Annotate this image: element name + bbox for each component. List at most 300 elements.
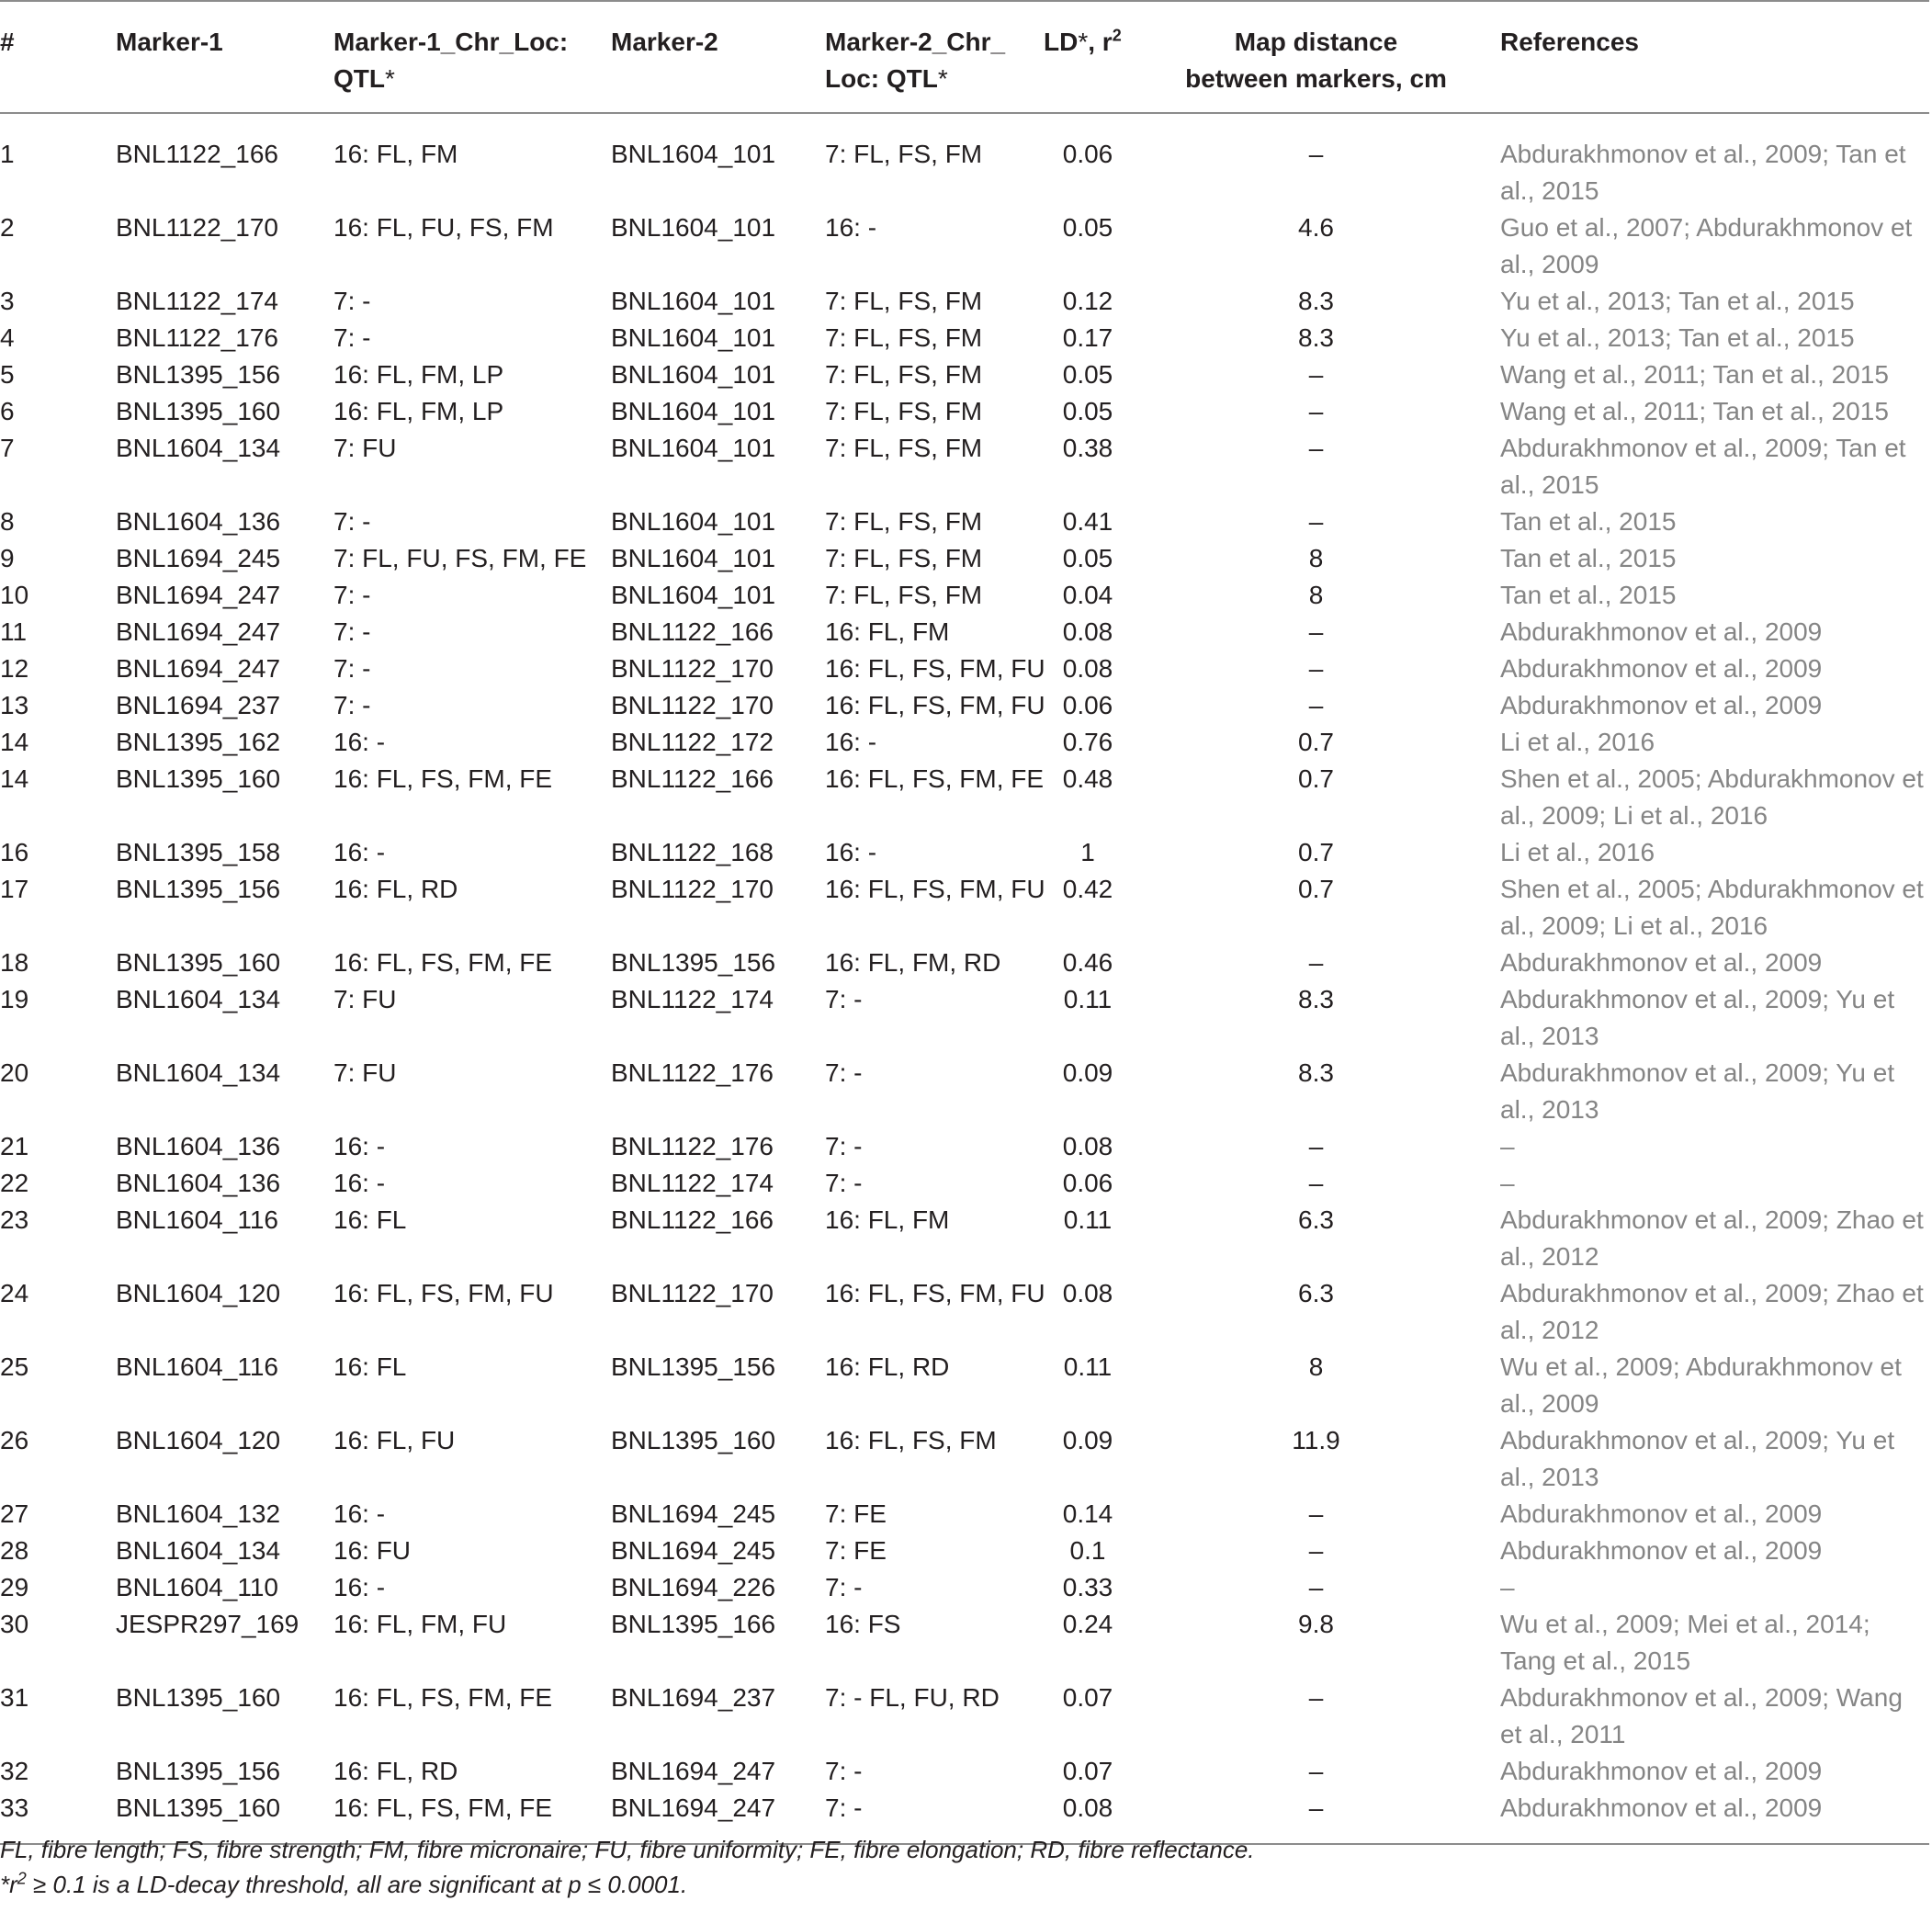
cell-references: – <box>1500 1132 1515 1160</box>
cell-marker-1-qtl: 16: FL, FU <box>333 1426 456 1454</box>
cell-marker-2-qtl: 16: - <box>825 728 877 756</box>
cell-references: Abdurakhmonov et al., 2009; Yu et al., 2013 <box>1500 1426 1895 1491</box>
cell-marker-2-qtl: 7: FL, FS, FM <box>825 507 983 536</box>
table-row <box>0 113 1929 209</box>
cell-marker-2-qtl: 7: FE <box>825 1499 887 1528</box>
cell-ld: 0.08 <box>1062 654 1113 683</box>
table-row <box>0 651 1929 687</box>
cell-marker-2: BNL1604_101 <box>611 287 776 315</box>
footnote-abbreviations: FL, fibre length; FS, fibre strength; FM, fibre micronaire; FU, fibre uniformity; FE, fibre elongation; RD, fibre reflectance. <box>0 1836 1255 1863</box>
cell-marker-1: BNL1604_134 <box>116 1536 281 1565</box>
cell-marker-2: BNL1122_168 <box>611 838 774 866</box>
cell-marker-1-qtl: 16: - <box>333 838 386 866</box>
cell-marker-1-qtl: 16: FL, RD <box>333 875 458 903</box>
table-row <box>0 981 1929 1055</box>
table-row <box>0 834 1929 871</box>
cell-map-distance: – <box>1308 360 1324 389</box>
cell-marker-1: BNL1694_245 <box>116 544 281 572</box>
cell-marker-2-qtl: 7: FL, FS, FM <box>825 323 983 352</box>
cell-ld: 0.06 <box>1062 691 1113 719</box>
cell-marker-1: BNL1395_160 <box>116 397 281 425</box>
cell-marker-1: BNL1395_160 <box>116 764 281 793</box>
cell-marker-2-qtl: 16: FL, RD <box>825 1352 950 1381</box>
cell-number: 21 <box>0 1132 29 1160</box>
cell-references: – <box>1500 1573 1515 1601</box>
cell-map-distance: – <box>1308 691 1324 719</box>
cell-marker-1-qtl: 16: FL <box>333 1205 407 1234</box>
cell-number: 7 <box>0 434 15 462</box>
cell-marker-1-qtl: 7: FU <box>333 434 397 462</box>
cell-marker-1-qtl: 16: FL, FS, FM, FE <box>333 948 553 977</box>
cell-map-distance: – <box>1308 1573 1324 1601</box>
cell-marker-1: BNL1694_247 <box>116 581 281 609</box>
cell-marker-1-qtl: 16: FU <box>333 1536 412 1565</box>
cell-marker-1-qtl: 7: - <box>333 581 371 609</box>
table-row <box>0 356 1929 393</box>
cell-map-distance: 8.3 <box>1298 985 1334 1013</box>
cell-number: 14 <box>0 728 29 756</box>
cell-marker-2: BNL1604_101 <box>611 140 776 168</box>
cell-marker-1: BNL1395_160 <box>116 948 281 977</box>
cell-map-distance: – <box>1308 434 1324 462</box>
cell-marker-1-qtl: 7: FU <box>333 985 397 1013</box>
cell-references: Tan et al., 2015 <box>1500 507 1677 536</box>
cell-marker-1-qtl: 16: - <box>333 1499 386 1528</box>
cell-ld: 1 <box>1080 838 1095 866</box>
cell-number: 14 <box>0 764 29 793</box>
table-row <box>0 1202 1929 1275</box>
cell-ld: 0.04 <box>1062 581 1113 609</box>
cell-marker-1: BNL1395_158 <box>116 838 281 866</box>
cell-number: 33 <box>0 1790 116 1844</box>
cell-map-distance: – <box>1132 1790 1500 1844</box>
cell-marker-1: BNL1395_156 <box>116 1757 281 1785</box>
cell-marker-2-qtl: 16: FL, FS, FM, FU <box>825 691 1045 719</box>
cell-number: 3 <box>0 287 15 315</box>
table-row <box>0 209 1929 283</box>
cell-marker-2-qtl: 7: FL, FS, FM <box>825 397 983 425</box>
cell-marker-2: BNL1604_101 <box>611 507 776 536</box>
cell-marker-1: BNL1604_120 <box>116 1426 281 1454</box>
cell-marker-1: BNL1694_237 <box>116 691 281 719</box>
cell-ld: 0.76 <box>1062 728 1113 756</box>
cell-map-distance: 8.3 <box>1298 1058 1334 1087</box>
cell-number: 28 <box>0 1536 29 1565</box>
cell-marker-1-qtl: 16: FL <box>333 1352 407 1381</box>
cell-marker-2: BNL1122_174 <box>611 1169 774 1197</box>
cell-marker-2: BNL1122_170 <box>611 1279 774 1307</box>
cell-marker-2-qtl: 7: - <box>825 1573 863 1601</box>
cell-marker-2: BNL1604_101 <box>611 213 776 242</box>
cell-marker-2: BNL1694_245 <box>611 1536 776 1565</box>
cell-marker-1: BNL1395_162 <box>116 728 281 756</box>
cell-marker-2: BNL1395_160 <box>611 1426 776 1454</box>
header-ld: LD*, $r^2$ <box>1044 1 1132 113</box>
table-row <box>0 871 1929 945</box>
cell-marker-1-qtl: 16: FL, FS, FM, FE <box>333 764 553 793</box>
cell-marker-1: BNL1604_136 <box>116 507 281 536</box>
cell-marker-2-qtl: 7: FE <box>825 1536 887 1565</box>
cell-references: Shen et al., 2005; Abdurakhmonov et al., 2009; Li et al., 2016 <box>1500 764 1924 830</box>
cell-marker-2: BNL1604_101 <box>611 323 776 352</box>
cell-references: Tan et al., 2015 <box>1500 581 1677 609</box>
cell-ld: 0.24 <box>1062 1610 1113 1638</box>
table-row <box>0 1533 1929 1569</box>
cell-map-distance: – <box>1308 507 1324 536</box>
cell-marker-1-qtl: 16: FL, FS, FM, FE <box>333 1790 611 1844</box>
cell-marker-2: BNL1122_176 <box>611 1132 774 1160</box>
cell-marker-1-qtl: 16: FL, RD <box>333 1757 458 1785</box>
cell-marker-2-qtl: 7: - <box>825 1790 1044 1844</box>
table-row <box>0 1275 1929 1349</box>
cell-references: Wu et al., 2009; Mei et al., 2014; Tang et al., 2015 <box>1500 1610 1870 1675</box>
cell-references: Abdurakhmonov et al., 2009; Tan et al., 2015 <box>1500 434 1906 499</box>
cell-marker-2: BNL1604_101 <box>611 544 776 572</box>
cell-number: 27 <box>0 1499 29 1528</box>
cell-marker-1: BNL1604_134 <box>116 434 281 462</box>
cell-references: Abdurakhmonov et al., 2009 <box>1500 1536 1823 1565</box>
cell-ld: 0.14 <box>1062 1499 1113 1528</box>
header-number: # <box>0 1 116 113</box>
cell-ld: 0.17 <box>1062 323 1113 352</box>
table-row <box>0 577 1929 614</box>
cell-references: Abdurakhmonov et al., 2009 <box>1500 691 1823 719</box>
cell-marker-1: BNL1395_156 <box>116 875 281 903</box>
cell-marker-2-qtl: 16: - <box>825 838 877 866</box>
cell-marker-2-qtl: 16: FL, FM <box>825 617 950 646</box>
table-row <box>0 1422 1929 1496</box>
cell-marker-1: BNL1604_134 <box>116 1058 281 1087</box>
cell-map-distance: 0.7 <box>1298 728 1334 756</box>
cell-ld: 0.08 <box>1062 617 1113 646</box>
cell-map-distance: 8.3 <box>1298 323 1334 352</box>
cell-marker-2-qtl: 16: FL, FS, FM, FU <box>825 875 1045 903</box>
header-marker-1: Marker-1 <box>116 1 333 113</box>
cell-map-distance: – <box>1308 1757 1324 1785</box>
cell-marker-2: BNL1694_245 <box>611 1499 776 1528</box>
cell-marker-2: BNL1122_176 <box>611 1058 774 1087</box>
cell-marker-1: BNL1122_176 <box>116 323 278 352</box>
cell-marker-1: BNL1604_136 <box>116 1132 281 1160</box>
cell-marker-2: BNL1604_101 <box>611 397 776 425</box>
cell-number: 23 <box>0 1205 29 1234</box>
cell-map-distance: – <box>1308 140 1324 168</box>
cell-marker-2: BNL1395_156 <box>611 948 776 977</box>
cell-map-distance: 6.3 <box>1298 1205 1334 1234</box>
cell-marker-2: BNL1122_170 <box>611 875 774 903</box>
cell-number: 2 <box>0 213 15 242</box>
cell-marker-2: BNL1694_247 <box>611 1790 825 1844</box>
header-marker-2: Marker-2 <box>611 1 825 113</box>
cell-references: Abdurakhmonov et al., 2009 <box>1500 654 1823 683</box>
header-row <box>0 1 1929 113</box>
table-row <box>0 1055 1929 1128</box>
cell-ld: 0.05 <box>1062 397 1113 425</box>
cell-marker-2: BNL1122_174 <box>611 985 774 1013</box>
cell-number: 31 <box>0 1683 29 1712</box>
cell-marker-2-qtl: 7: - <box>825 1757 863 1785</box>
cell-ld: 0.42 <box>1062 875 1113 903</box>
cell-marker-2: BNL1122_166 <box>611 764 774 793</box>
table-row <box>0 1606 1929 1680</box>
table-row <box>0 945 1929 981</box>
cell-ld: 0.09 <box>1062 1058 1113 1087</box>
header-marker-1-location: Marker-1_Chr_Loc: QTL* <box>333 1 611 113</box>
cell-number: 6 <box>0 397 15 425</box>
cell-map-distance: 8 <box>1308 581 1324 609</box>
cell-marker-1-qtl: 16: - <box>333 1132 386 1160</box>
cell-map-distance: – <box>1308 1132 1324 1160</box>
cell-references: Li et al., 2016 <box>1500 838 1655 866</box>
cell-marker-2-qtl: 7: - FL, FU, RD <box>825 1683 1000 1712</box>
cell-marker-2-qtl: 16: FL, FM, RD <box>825 948 1001 977</box>
cell-marker-1-qtl: 16: FL, FM <box>333 140 458 168</box>
cell-references: Abdurakhmonov et al., 2009 <box>1500 948 1823 977</box>
cell-map-distance: 11.9 <box>1292 1426 1340 1454</box>
cell-marker-1-qtl: 16: - <box>333 1169 386 1197</box>
cell-references: Abdurakhmonov et al., 2009; Tan et al., 2015 <box>1500 140 1906 205</box>
cell-ld: 0.05 <box>1062 213 1113 242</box>
cell-marker-1-qtl: 7: - <box>333 654 371 683</box>
cell-number: 20 <box>0 1058 29 1087</box>
cell-number: 25 <box>0 1352 29 1381</box>
cell-ld: 0.12 <box>1062 287 1113 315</box>
table-row <box>0 320 1929 356</box>
cell-marker-1: BNL1604_136 <box>116 1169 281 1197</box>
table-row <box>0 761 1929 834</box>
cell-marker-1: BNL1604_116 <box>116 1352 278 1381</box>
cell-references: Wu et al., 2009; Abdurakhmonov et al., 2009 <box>1500 1352 1902 1418</box>
cell-number: 4 <box>0 323 15 352</box>
cell-marker-1-qtl: 7: - <box>333 617 371 646</box>
cell-marker-1: BNL1604_120 <box>116 1279 281 1307</box>
cell-references: Abdurakhmonov et al., 2009 <box>1500 1757 1823 1785</box>
cell-marker-1: BNL1694_247 <box>116 654 281 683</box>
cell-map-distance: 0.7 <box>1298 838 1334 866</box>
cell-marker-2-qtl: 16: FS <box>825 1610 901 1638</box>
table-row <box>0 1128 1929 1165</box>
cell-marker-2: BNL1604_101 <box>611 581 776 609</box>
cell-ld: 0.07 <box>1062 1757 1113 1785</box>
table-row <box>0 687 1929 724</box>
cell-marker-2: BNL1694_226 <box>611 1573 776 1601</box>
cell-number: 8 <box>0 507 15 536</box>
cell-marker-2: BNL1122_170 <box>611 691 774 719</box>
cell-map-distance: – <box>1308 1683 1324 1712</box>
cell-marker-2: BNL1122_166 <box>611 1205 774 1234</box>
cell-marker-2-qtl: 7: - <box>825 1058 863 1087</box>
cell-marker-2: BNL1122_170 <box>611 654 774 683</box>
cell-ld: 0.08 <box>1062 1132 1113 1160</box>
cell-references: Abdurakhmonov et al., 2009 <box>1500 1499 1823 1528</box>
cell-map-distance: – <box>1308 1169 1324 1197</box>
cell-ld: 0.05 <box>1062 360 1113 389</box>
cell-ld: 0.09 <box>1062 1426 1113 1454</box>
cell-references: Yu et al., 2013; Tan et al., 2015 <box>1500 287 1855 315</box>
cell-ld: 0.11 <box>1063 1205 1113 1234</box>
cell-marker-2-qtl: 16: FL, FM <box>825 1205 950 1234</box>
cell-number: 30 <box>0 1610 29 1638</box>
cell-marker-2: BNL1122_172 <box>611 728 774 756</box>
cell-marker-1-qtl: 16: - <box>333 728 386 756</box>
cell-marker-1-qtl: 16: - <box>333 1573 386 1601</box>
cell-references: Yu et al., 2013; Tan et al., 2015 <box>1500 323 1855 352</box>
cell-references: Abdurakhmonov et al., 2009; Yu et al., 2013 <box>1500 985 1895 1050</box>
cell-marker-2: BNL1694_237 <box>611 1683 776 1712</box>
cell-marker-1-qtl: 16: FL, FM, FU <box>333 1610 507 1638</box>
cell-number: 10 <box>0 581 29 609</box>
cell-marker-1: BNL1694_247 <box>116 617 281 646</box>
cell-number: 1 <box>0 140 15 168</box>
cell-ld: 0.05 <box>1062 544 1113 572</box>
cell-marker-1-qtl: 16: FL, FS, FM, FE <box>333 1683 553 1712</box>
cell-marker-2-qtl: 7: - <box>825 1132 863 1160</box>
cell-map-distance: – <box>1308 948 1324 977</box>
cell-map-distance: 0.7 <box>1298 875 1334 903</box>
header-map-distance: Map distance between markers, cm <box>1132 1 1500 113</box>
cell-marker-2-qtl: 7: FL, FS, FM <box>825 544 983 572</box>
cell-number: 13 <box>0 691 29 719</box>
table-row <box>0 1680 1929 1753</box>
cell-map-distance: – <box>1308 654 1324 683</box>
header-references: References <box>1500 1 1929 113</box>
cell-references: Abdurakhmonov et al., 2009 <box>1500 617 1823 646</box>
cell-ld: 0.1 <box>1069 1536 1106 1565</box>
cell-marker-1-qtl: 7: - <box>333 691 371 719</box>
cell-marker-1: BNL1122_174 <box>116 287 278 315</box>
header-marker-2-location: Marker-2_Chr_ Loc: QTL* <box>825 1 1044 113</box>
cell-number: 11 <box>0 617 28 646</box>
cell-marker-2-qtl: 7: - <box>825 1169 863 1197</box>
cell-ld: 0.48 <box>1062 764 1113 793</box>
cell-marker-2: BNL1122_166 <box>611 617 774 646</box>
cell-ld: 0.38 <box>1062 434 1113 462</box>
cell-references: Tan et al., 2015 <box>1500 544 1677 572</box>
cell-ld: 0.33 <box>1062 1573 1113 1601</box>
cell-ld: 0.11 <box>1063 985 1113 1013</box>
cell-marker-2: BNL1395_156 <box>611 1352 776 1381</box>
table-row <box>0 503 1929 540</box>
cell-marker-2-qtl: 16: - <box>825 213 877 242</box>
cell-marker-1: BNL1122_166 <box>116 140 278 168</box>
cell-number: 5 <box>0 360 15 389</box>
cell-map-distance: 8.3 <box>1298 287 1334 315</box>
table-footnotes <box>0 1832 1929 1902</box>
cell-marker-2-qtl: 16: FL, FS, FM, FU <box>825 654 1045 683</box>
table-row <box>0 393 1929 430</box>
table-row <box>0 1349 1929 1422</box>
cell-references: Abdurakhmonov et al., 2009; Wang et al., 2011 <box>1500 1683 1903 1748</box>
table-row <box>0 724 1929 761</box>
cell-references: Abdurakhmonov et al., 2009; Zhao et al., 2012 <box>1500 1279 1924 1344</box>
cell-marker-1: BNL1395_160 <box>116 1790 333 1844</box>
cell-marker-2-qtl: 16: FL, FS, FM, FU <box>825 1279 1045 1307</box>
footnote-threshold: $*r^2 \ge 0.1$ is a LD-decay threshold, all are significant at p ≤ 0.0001. <box>0 1869 688 1898</box>
cell-map-distance: 6.3 <box>1298 1279 1334 1307</box>
cell-marker-2: BNL1395_166 <box>611 1610 776 1638</box>
cell-marker-1: BNL1122_170 <box>116 213 278 242</box>
table-row <box>0 430 1929 503</box>
table-row <box>0 283 1929 320</box>
cell-marker-2-qtl: 7: FL, FS, FM <box>825 360 983 389</box>
table-row <box>0 1496 1929 1533</box>
cell-marker-1-qtl: 16: FL, FM, LP <box>333 360 504 389</box>
cell-marker-1: BNL1604_116 <box>116 1205 278 1234</box>
cell-marker-1-qtl: 7: FU <box>333 1058 397 1087</box>
cell-ld: 0.07 <box>1062 1683 1113 1712</box>
cell-references: – <box>1500 1169 1515 1197</box>
cell-map-distance: – <box>1308 397 1324 425</box>
cell-marker-1-qtl: 16: FL, FS, FM, FU <box>333 1279 554 1307</box>
cell-map-distance: 8 <box>1308 1352 1324 1381</box>
cell-references: Abdurakhmonov et al., 2009; Yu et al., 2013 <box>1500 1058 1895 1124</box>
cell-number: 18 <box>0 948 29 977</box>
cell-marker-2: BNL1604_101 <box>611 434 776 462</box>
table-row <box>0 1165 1929 1202</box>
cell-number: 32 <box>0 1757 29 1785</box>
cell-ld: 0.06 <box>1062 1169 1113 1197</box>
cell-marker-2-qtl: 7: - <box>825 985 863 1013</box>
cell-ld: 0.08 <box>1062 1279 1113 1307</box>
cell-number: 29 <box>0 1573 29 1601</box>
cell-number: 16 <box>0 838 29 866</box>
cell-map-distance: – <box>1308 1536 1324 1565</box>
cell-marker-1-qtl: 7: - <box>333 323 371 352</box>
cell-marker-1-qtl: 7: FL, FU, FS, FM, FE <box>333 544 587 572</box>
cell-references: Abdurakhmonov et al., 2009 <box>1500 1790 1929 1844</box>
cell-map-distance: 9.8 <box>1298 1610 1334 1638</box>
cell-marker-2-qtl: 7: FL, FS, FM <box>825 434 983 462</box>
cell-marker-1-qtl: 16: FL, FM, LP <box>333 397 504 425</box>
cell-map-distance: – <box>1308 1499 1324 1528</box>
cell-marker-1: BNL1604_132 <box>116 1499 281 1528</box>
cell-ld: 0.46 <box>1062 948 1113 977</box>
cell-marker-2-qtl: 16: FL, FS, FM, FE <box>825 764 1045 793</box>
cell-marker-2-qtl: 7: FL, FS, FM <box>825 581 983 609</box>
cell-number: 12 <box>0 654 29 683</box>
cell-map-distance: 8 <box>1308 544 1324 572</box>
cell-marker-1-qtl: 7: - <box>333 507 371 536</box>
cell-references: Li et al., 2016 <box>1500 728 1655 756</box>
cell-references: Wang et al., 2011; Tan et al., 2015 <box>1500 360 1889 389</box>
cell-marker-2: BNL1694_247 <box>611 1757 776 1785</box>
cell-references: Shen et al., 2005; Abdurakhmonov et al., 2009; Li et al., 2016 <box>1500 875 1924 940</box>
cell-marker-1-qtl: 16: FL, FU, FS, FM <box>333 213 554 242</box>
cell-marker-1: BNL1604_110 <box>116 1573 278 1601</box>
table-row <box>0 1753 1929 1790</box>
cell-number: 9 <box>0 544 15 572</box>
cell-references: Wang et al., 2011; Tan et al., 2015 <box>1500 397 1889 425</box>
cell-marker-1: BNL1604_134 <box>116 985 281 1013</box>
cell-marker-2-qtl: 7: FL, FS, FM <box>825 287 983 315</box>
cell-number: 26 <box>0 1426 29 1454</box>
cell-map-distance: – <box>1308 617 1324 646</box>
cell-number: 24 <box>0 1279 29 1307</box>
cell-number: 22 <box>0 1169 29 1197</box>
table-row <box>0 540 1929 577</box>
cell-map-distance: 0.7 <box>1298 764 1334 793</box>
cell-marker-2-qtl: 7: FL, FS, FM <box>825 140 983 168</box>
cell-marker-1: JESPR297_169 <box>116 1610 299 1638</box>
cell-number: 17 <box>0 875 29 903</box>
cell-marker-1-qtl: 7: - <box>333 287 371 315</box>
table-row <box>0 1569 1929 1606</box>
cell-number: 19 <box>0 985 29 1013</box>
cell-marker-1: BNL1395_160 <box>116 1683 281 1712</box>
cell-ld: 0.11 <box>1063 1352 1113 1381</box>
cell-marker-2: BNL1604_101 <box>611 360 776 389</box>
cell-references: Abdurakhmonov et al., 2009; Zhao et al., 2012 <box>1500 1205 1924 1271</box>
